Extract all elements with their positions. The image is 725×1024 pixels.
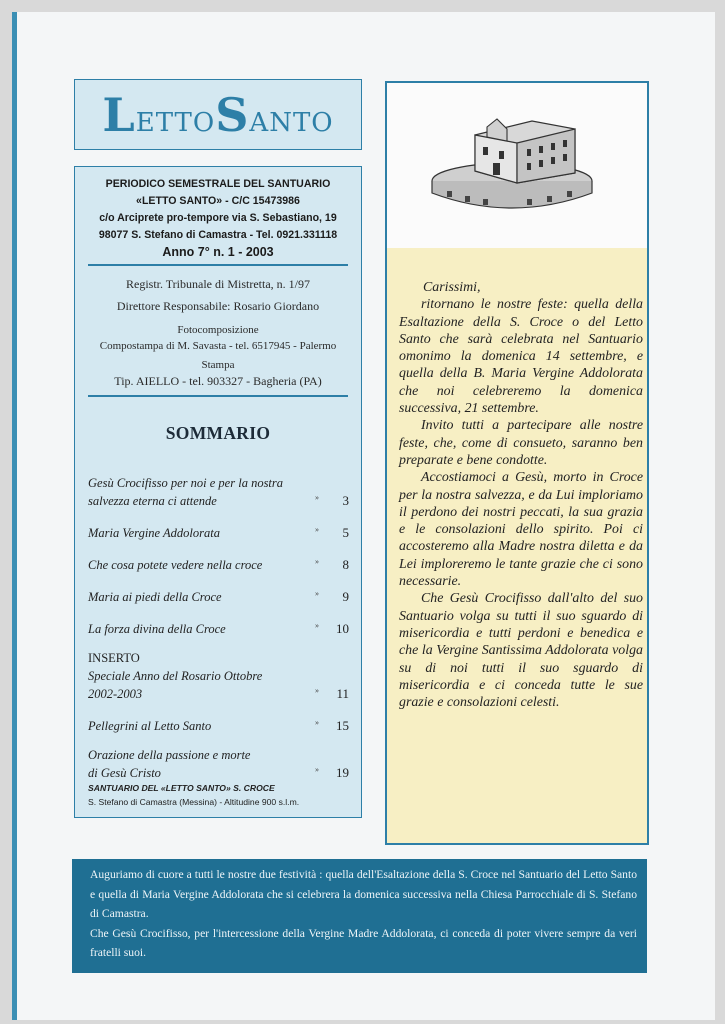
director: Direttore Responsabile: Rosario Giordano [116, 299, 320, 313]
toc-item-page: 3 [342, 493, 349, 508]
banner-paragraph: Auguriamo di cuore a tutti le nostre due festività : quella dell'Esaltazione della S. Croce nel Santuario del Letto Santo e quella di Maria Vergine Addolorata che si celebrera la domenica successiva nella Chiesa Parrocchiale di S. Stefano di Camastra. [90, 868, 637, 920]
sommario-title: SOMMARIO [165, 423, 271, 443]
santuario-name: SANTUARIO DEL «LETTO SANTO» S. CROCE [88, 783, 275, 793]
greeting-banner [72, 859, 647, 973]
publication-line: PERIODICO SEMESTRALE DEL SANTUARIO [105, 178, 331, 190]
toc-item[interactable] [88, 714, 349, 735]
toc-item-title: La forza divina della Croce [88, 622, 226, 636]
info-panel [74, 166, 362, 818]
sanctuary-illustration [387, 83, 647, 248]
letter-paragraph: Invito tutti a partecipare alle nostre feste, che, come di consueto, saranno ben preparate e bene condotte. [399, 418, 643, 468]
publication-line: «LETTO SANTO» - C/C 15473986 [136, 195, 300, 207]
toc-item[interactable] [88, 521, 349, 542]
publication-info [75, 176, 361, 261]
toc-separator: » [315, 621, 319, 630]
toc-item-title: Pellegrini al Letto Santo [88, 719, 212, 733]
toc-item[interactable] [88, 617, 349, 638]
letter-paragraph: Accostiamoci a Gesù, morto in Croce per la nostra salvezza, e da Lui imploriamo il perdono dei nostri peccati, la sua grazia e le consolazioni dello spirito. Poi ci accosteremo alla Madre nostra diletta e da Lei imploreremo le tante grazie che ci sono necessarie. [399, 470, 643, 590]
toc-separator: » [315, 589, 319, 598]
letter-paragraph: Che Gesù Crocifisso dall'alto del suo Santuario volga su tutti il suo sguardo di misericordia e tutti perdoni e benedica e che la Vergine Santissima Addolorata volga su di noi tutti il suo sguardo di misericordia e ci conceda tutte le sue grazie e consolazioni celesti. [399, 591, 643, 711]
photocomp: Compostampa di M. Savasta - tel. 6517945 - Palermo [99, 339, 337, 352]
toc-item-heading: INSERTO [88, 651, 140, 665]
logo-anto: ANTO [249, 107, 334, 138]
toc-item[interactable] [88, 553, 349, 574]
logo-initial-s: S [215, 87, 250, 142]
toc-item-page: 11 [336, 686, 349, 701]
toc-separator: » [315, 718, 319, 727]
toc-item[interactable] [88, 649, 349, 703]
toc-item-title: Maria ai piedi della Croce [88, 590, 222, 604]
toc-item-page: 8 [342, 557, 349, 572]
toc-item[interactable] [88, 474, 349, 510]
toc-separator: » [315, 686, 319, 695]
letter-text [399, 279, 643, 711]
letter-greeting: Carissimi, [423, 280, 481, 295]
santuario-location: S. Stefano di Camastra (Messina) - Altitudine 900 s.l.m. [88, 797, 300, 807]
left-edge-stripe [12, 12, 17, 1020]
toc-item-page: 15 [336, 718, 349, 733]
letter-panel [385, 81, 649, 845]
masthead [74, 79, 362, 150]
issue-number: Anno 7° n. 1 - 2003 [162, 245, 274, 259]
toc-item-title: Orazione della passione e morte di Gesù Cristo [88, 748, 251, 780]
logo-etto: ETTO [135, 107, 216, 138]
toc-separator: » [315, 765, 319, 774]
toc-item-title [88, 649, 307, 703]
toc-item-title: Gesù Crocifisso per noi e per la nostra salvezza eterna ci attende [88, 476, 284, 508]
banner-paragraph: Che Gesù Crocifisso, per l'intercessione della Vergine Madre Addolorata, ci conceda di poter vivere sempre da veri fratelli suoi. [90, 926, 637, 959]
logo-initial-l: L [102, 87, 136, 142]
toc-item-title-text: Speciale Anno del Rosario Ottobre 2002-2003 [88, 669, 263, 701]
toc-item[interactable] [88, 585, 349, 606]
publication-line: 98077 S. Stefano di Camastra - Tel. 0921.331118 [98, 229, 338, 241]
toc-item-page: 9 [342, 589, 349, 604]
toc-item-title: Maria Vergine Addolorata [88, 526, 220, 540]
registration: Registr. Tribunale di Mistretta, n. 1/97 [125, 277, 310, 291]
credits [75, 266, 361, 395]
photocomp-label: Fotocomposizione [177, 324, 259, 336]
printer: Tip. AIELLO - tel. 903327 - Bagheria (PA) [114, 373, 322, 388]
publication-line: c/o Arciprete pro-tempore via S. Sebastiano, 19 [99, 212, 337, 224]
table-of-contents [88, 474, 349, 782]
sanctuary-building-icon [387, 83, 647, 248]
toc-item[interactable] [88, 746, 349, 782]
toc-separator: » [315, 557, 319, 566]
print-label: Stampa [201, 359, 235, 371]
toc-separator: » [315, 493, 319, 502]
letter-paragraph: ritornano le nostre feste: quella della Esaltazione della S. Croce o del Letto Santo che sarà celebrata nel Santuario omonimo la domenica 14 settembre, e quella della B. Maria Vergine Addolorata che noi celebreremo la domenica successiva, 21 settembre. [399, 297, 643, 417]
santuario-footer [88, 781, 299, 809]
toc-item-page: 10 [336, 621, 349, 636]
toc-separator: » [315, 525, 319, 534]
toc-item-page: 5 [342, 525, 349, 540]
divider [88, 395, 348, 397]
masthead-logo [102, 88, 333, 142]
toc-item-title: Che cosa potete vedere nella croce [88, 558, 263, 572]
toc-item-page: 19 [336, 765, 349, 780]
